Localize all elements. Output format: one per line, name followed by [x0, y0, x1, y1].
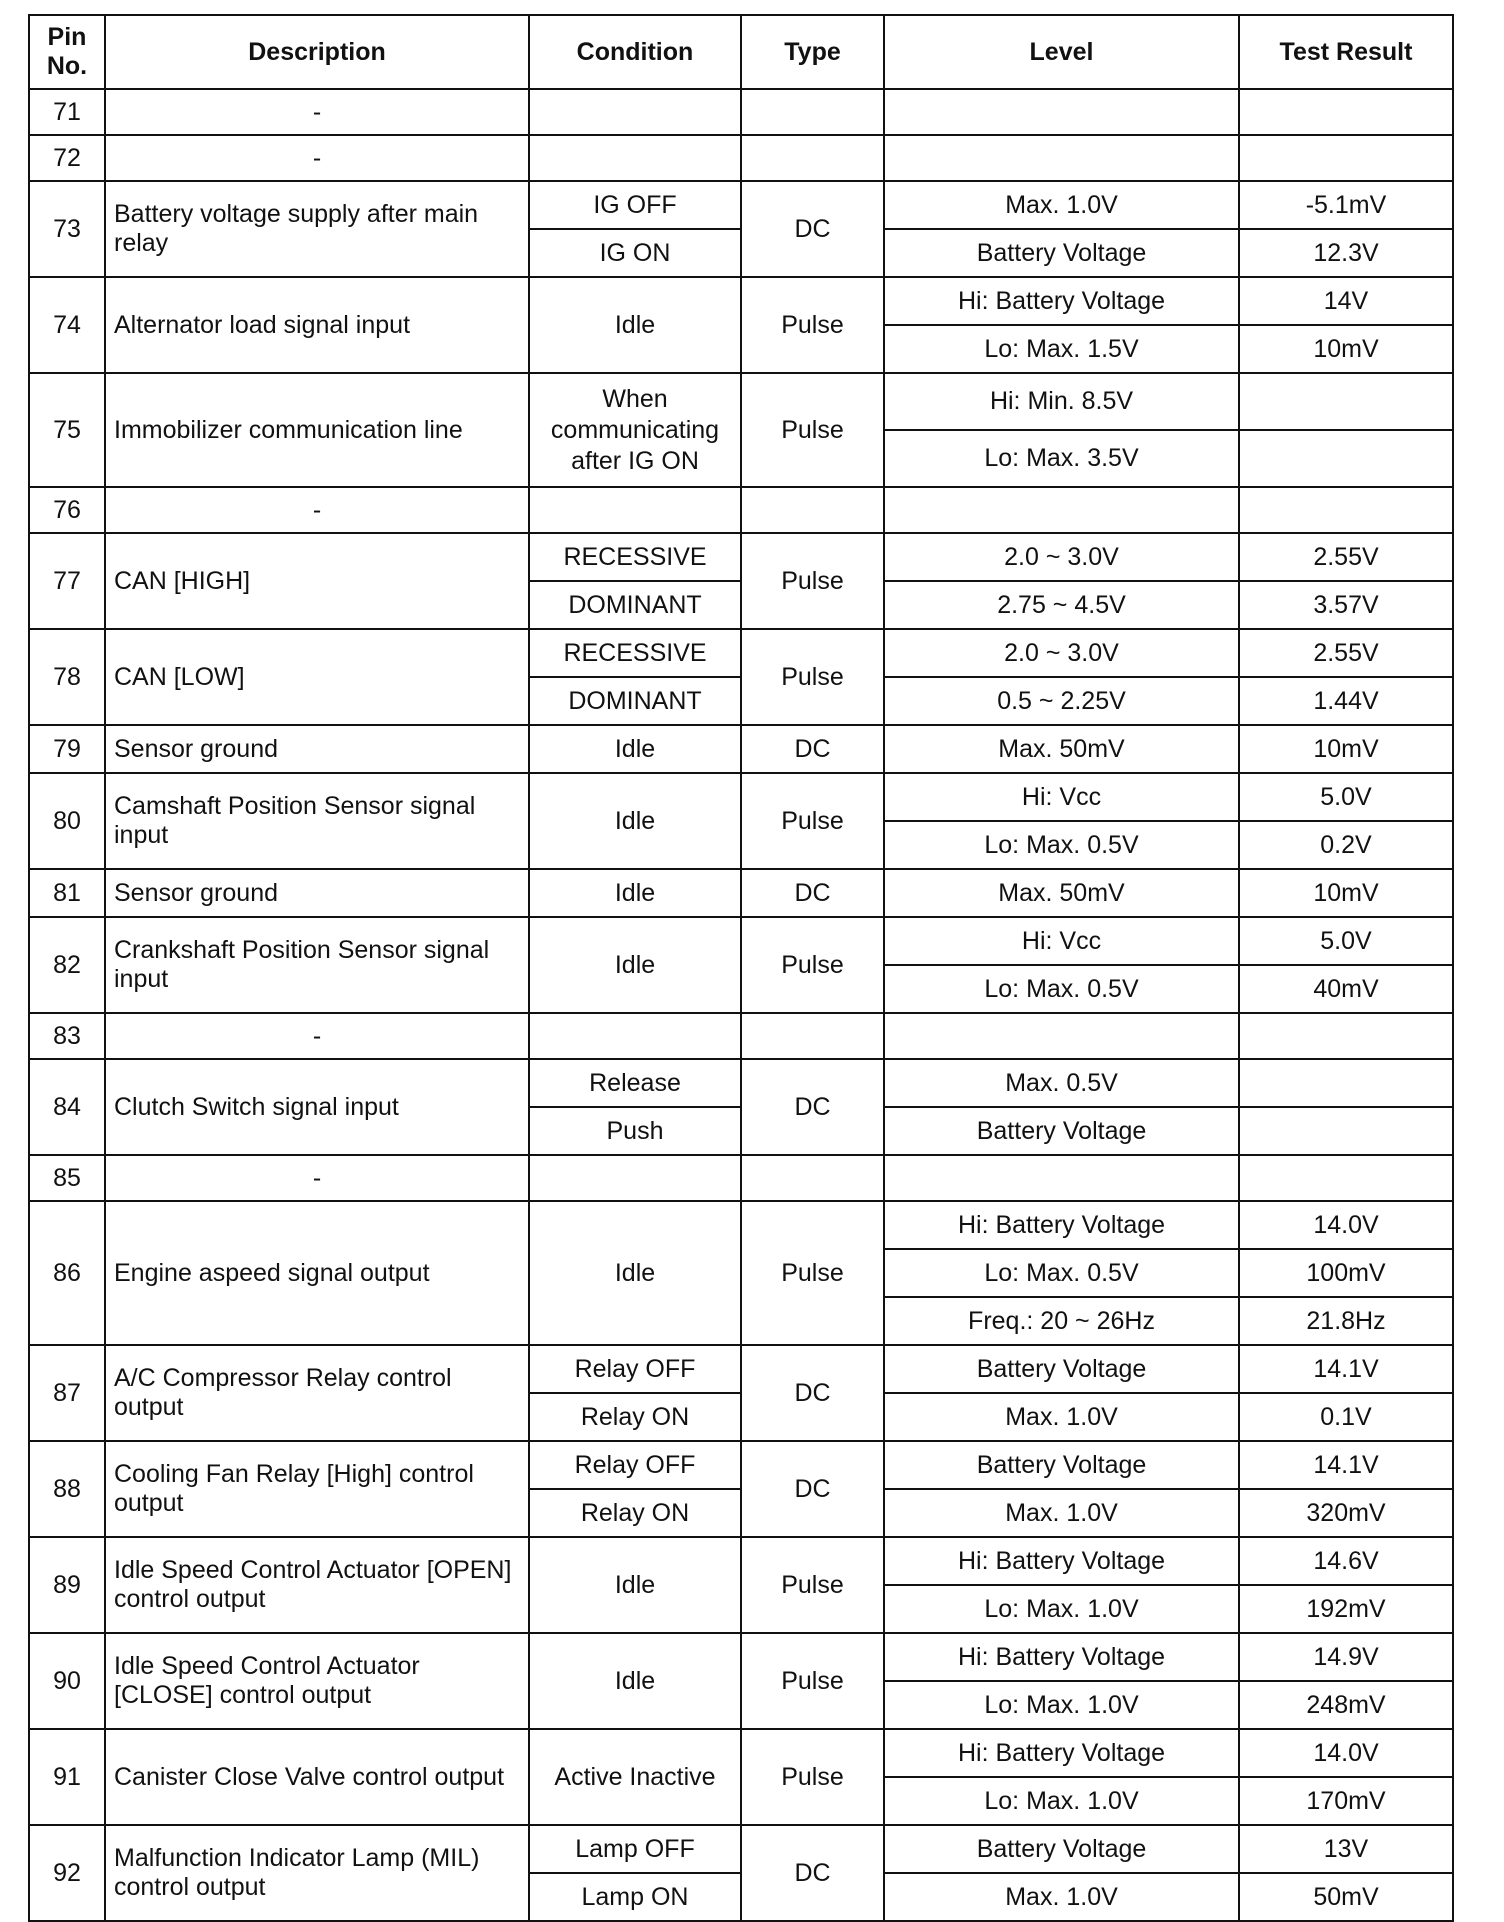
test-result: 192mV	[1239, 1585, 1453, 1633]
test-result: 0.1V	[1239, 1393, 1453, 1441]
table-row	[29, 487, 1453, 533]
test-result: 100mV	[1239, 1249, 1453, 1297]
signal-type: Pulse	[741, 1633, 884, 1729]
condition: Idle	[529, 277, 741, 373]
level-spec: Battery Voltage	[884, 1107, 1239, 1155]
test-result	[1239, 135, 1453, 181]
level-spec: Hi: Vcc	[884, 917, 1239, 965]
level-spec: Hi: Min. 8.5V	[884, 373, 1239, 430]
test-result: 21.8Hz	[1239, 1297, 1453, 1345]
condition: Idle	[529, 1633, 741, 1729]
header-condition: Condition	[529, 15, 741, 89]
table-row	[29, 1729, 1453, 1777]
test-result: 0.2V	[1239, 821, 1453, 869]
table-row	[29, 373, 1453, 430]
table-row	[29, 1825, 1453, 1873]
table-row	[29, 533, 1453, 581]
signal-type: Pulse	[741, 533, 884, 629]
level-spec: Max. 1.0V	[884, 1489, 1239, 1537]
test-result	[1239, 1013, 1453, 1059]
signal-type: Pulse	[741, 373, 884, 487]
pin-test-table	[28, 14, 1454, 1922]
condition: RECESSIVE	[529, 629, 741, 677]
test-result: 170mV	[1239, 1777, 1453, 1825]
level-spec: Hi: Battery Voltage	[884, 1729, 1239, 1777]
pin-description: Alternator load signal input	[105, 277, 529, 373]
condition: Relay ON	[529, 1489, 741, 1537]
pin-description: Sensor ground	[105, 869, 529, 917]
test-result: 10mV	[1239, 725, 1453, 773]
level-spec: 2.0 ~ 3.0V	[884, 629, 1239, 677]
pin-description: Camshaft Position Sensor signal input	[105, 773, 529, 869]
pin-description: Cooling Fan Relay [High] control output	[105, 1441, 529, 1537]
test-result: 5.0V	[1239, 773, 1453, 821]
pin-description: -	[105, 89, 529, 135]
signal-type: DC	[741, 1825, 884, 1921]
pin-number: 73	[29, 181, 105, 277]
condition: Relay OFF	[529, 1441, 741, 1489]
level-spec: Lo: Max. 1.0V	[884, 1777, 1239, 1825]
condition: Lamp OFF	[529, 1825, 741, 1873]
table-row	[29, 917, 1453, 965]
test-result: 14.6V	[1239, 1537, 1453, 1585]
pin-description: Idle Speed Control Actuator [CLOSE] control output	[105, 1633, 529, 1729]
test-result: 3.57V	[1239, 581, 1453, 629]
signal-type: Pulse	[741, 1537, 884, 1633]
signal-type	[741, 487, 884, 533]
test-result	[1239, 487, 1453, 533]
table-row	[29, 773, 1453, 821]
test-result: 50mV	[1239, 1873, 1453, 1921]
signal-type: DC	[741, 1345, 884, 1441]
test-result: 13V	[1239, 1825, 1453, 1873]
level-spec	[884, 1013, 1239, 1059]
signal-type	[741, 1013, 884, 1059]
header-row	[29, 15, 1453, 89]
level-spec: Hi: Battery Voltage	[884, 1633, 1239, 1681]
test-result: 14V	[1239, 277, 1453, 325]
level-spec: 2.0 ~ 3.0V	[884, 533, 1239, 581]
level-spec	[884, 89, 1239, 135]
pin-description: -	[105, 487, 529, 533]
level-spec: Battery Voltage	[884, 229, 1239, 277]
table-row	[29, 1059, 1453, 1107]
level-spec: Battery Voltage	[884, 1345, 1239, 1393]
condition: Idle	[529, 1537, 741, 1633]
level-spec: Lo: Max. 1.0V	[884, 1585, 1239, 1633]
test-result: 320mV	[1239, 1489, 1453, 1537]
level-spec	[884, 487, 1239, 533]
test-result: 14.1V	[1239, 1441, 1453, 1489]
level-spec: Lo: Max. 0.5V	[884, 821, 1239, 869]
test-result: 40mV	[1239, 965, 1453, 1013]
level-spec: Max. 1.0V	[884, 1393, 1239, 1441]
level-spec: 2.75 ~ 4.5V	[884, 581, 1239, 629]
table-row	[29, 1201, 1453, 1249]
level-spec: Max. 50mV	[884, 725, 1239, 773]
table-row	[29, 1441, 1453, 1489]
level-spec: Battery Voltage	[884, 1441, 1239, 1489]
pin-description: Engine aspeed signal output	[105, 1201, 529, 1345]
pin-description: Idle Speed Control Actuator [OPEN] control output	[105, 1537, 529, 1633]
test-result: -5.1mV	[1239, 181, 1453, 229]
test-result	[1239, 373, 1453, 430]
pin-description: Immobilizer communication line	[105, 373, 529, 487]
condition: IG ON	[529, 229, 741, 277]
pin-description: Malfunction Indicator Lamp (MIL) control output	[105, 1825, 529, 1921]
table-row	[29, 1013, 1453, 1059]
table-row	[29, 869, 1453, 917]
pin-number: 92	[29, 1825, 105, 1921]
level-spec: Max. 1.0V	[884, 1873, 1239, 1921]
test-result: 2.55V	[1239, 533, 1453, 581]
signal-type	[741, 1155, 884, 1201]
test-result	[1239, 1059, 1453, 1107]
table-body	[29, 89, 1453, 1921]
signal-type	[741, 89, 884, 135]
level-spec: Lo: Max. 1.5V	[884, 325, 1239, 373]
pin-number: 85	[29, 1155, 105, 1201]
level-spec	[884, 135, 1239, 181]
level-spec: Lo: Max. 0.5V	[884, 1249, 1239, 1297]
level-spec: Hi: Vcc	[884, 773, 1239, 821]
pin-number: 83	[29, 1013, 105, 1059]
condition: DOMINANT	[529, 677, 741, 725]
table-row	[29, 629, 1453, 677]
test-result: 14.9V	[1239, 1633, 1453, 1681]
condition: Idle	[529, 917, 741, 1013]
pin-number: 72	[29, 135, 105, 181]
header-test-result: Test Result	[1239, 15, 1453, 89]
signal-type: Pulse	[741, 1729, 884, 1825]
level-spec: Battery Voltage	[884, 1825, 1239, 1873]
header-pin: Pin No.	[29, 15, 105, 89]
pin-number: 75	[29, 373, 105, 487]
pin-number: 87	[29, 1345, 105, 1441]
table-row	[29, 725, 1453, 773]
pin-description: Sensor ground	[105, 725, 529, 773]
signal-type: Pulse	[741, 277, 884, 373]
level-spec: Hi: Battery Voltage	[884, 1201, 1239, 1249]
pin-number: 71	[29, 89, 105, 135]
test-result: 14.0V	[1239, 1201, 1453, 1249]
table-row	[29, 277, 1453, 325]
table-row	[29, 135, 1453, 181]
test-result	[1239, 1107, 1453, 1155]
level-spec: Max. 1.0V	[884, 181, 1239, 229]
pin-number: 78	[29, 629, 105, 725]
table-row	[29, 1155, 1453, 1201]
condition: Idle	[529, 773, 741, 869]
condition: RECESSIVE	[529, 533, 741, 581]
test-result	[1239, 430, 1453, 487]
header-type: Type	[741, 15, 884, 89]
header-level: Level	[884, 15, 1239, 89]
test-result: 248mV	[1239, 1681, 1453, 1729]
signal-type: DC	[741, 725, 884, 773]
pin-description: -	[105, 1013, 529, 1059]
pin-description: CAN [HIGH]	[105, 533, 529, 629]
test-result	[1239, 89, 1453, 135]
pin-number: 89	[29, 1537, 105, 1633]
signal-type: Pulse	[741, 773, 884, 869]
condition: IG OFF	[529, 181, 741, 229]
level-spec: Max. 50mV	[884, 869, 1239, 917]
pin-description: -	[105, 135, 529, 181]
pin-number: 84	[29, 1059, 105, 1155]
pin-number: 82	[29, 917, 105, 1013]
level-spec: Hi: Battery Voltage	[884, 1537, 1239, 1585]
condition	[529, 487, 741, 533]
test-result: 2.55V	[1239, 629, 1453, 677]
pin-description: A/C Compressor Relay control output	[105, 1345, 529, 1441]
signal-type: Pulse	[741, 917, 884, 1013]
pin-description: Crankshaft Position Sensor signal input	[105, 917, 529, 1013]
test-result: 14.0V	[1239, 1729, 1453, 1777]
pin-number: 80	[29, 773, 105, 869]
table-row	[29, 1537, 1453, 1585]
test-result: 5.0V	[1239, 917, 1453, 965]
level-spec: Lo: Max. 3.5V	[884, 430, 1239, 487]
pin-number: 76	[29, 487, 105, 533]
condition: Idle	[529, 869, 741, 917]
test-result: 12.3V	[1239, 229, 1453, 277]
test-result: 1.44V	[1239, 677, 1453, 725]
pin-description: Canister Close Valve control output	[105, 1729, 529, 1825]
test-result: 10mV	[1239, 325, 1453, 373]
header-description: Description	[105, 15, 529, 89]
signal-type: DC	[741, 1059, 884, 1155]
condition: Release	[529, 1059, 741, 1107]
level-spec: Hi: Battery Voltage	[884, 277, 1239, 325]
level-spec	[884, 1155, 1239, 1201]
condition: Idle	[529, 725, 741, 773]
pin-description: CAN [LOW]	[105, 629, 529, 725]
signal-type: Pulse	[741, 629, 884, 725]
condition	[529, 135, 741, 181]
level-spec: Max. 0.5V	[884, 1059, 1239, 1107]
condition: DOMINANT	[529, 581, 741, 629]
pin-number: 86	[29, 1201, 105, 1345]
level-spec: Freq.: 20 ~ 26Hz	[884, 1297, 1239, 1345]
condition: Relay ON	[529, 1393, 741, 1441]
condition: Active Inactive	[529, 1729, 741, 1825]
level-spec: Lo: Max. 1.0V	[884, 1681, 1239, 1729]
pin-number: 81	[29, 869, 105, 917]
table-row	[29, 1633, 1453, 1681]
pin-number: 88	[29, 1441, 105, 1537]
signal-type: DC	[741, 181, 884, 277]
pin-number: 74	[29, 277, 105, 373]
condition: When communicating after IG ON	[529, 373, 741, 487]
pin-description: -	[105, 1155, 529, 1201]
condition: Lamp ON	[529, 1873, 741, 1921]
condition	[529, 89, 741, 135]
test-result: 10mV	[1239, 869, 1453, 917]
signal-type: DC	[741, 869, 884, 917]
pin-number: 79	[29, 725, 105, 773]
signal-type	[741, 135, 884, 181]
level-spec: Lo: Max. 0.5V	[884, 965, 1239, 1013]
level-spec: 0.5 ~ 2.25V	[884, 677, 1239, 725]
table-row	[29, 89, 1453, 135]
test-result	[1239, 1155, 1453, 1201]
condition	[529, 1155, 741, 1201]
condition: Push	[529, 1107, 741, 1155]
signal-type: Pulse	[741, 1201, 884, 1345]
condition	[529, 1013, 741, 1059]
condition: Relay OFF	[529, 1345, 741, 1393]
pin-description: Battery voltage supply after main relay	[105, 181, 529, 277]
table-row	[29, 181, 1453, 229]
pin-number: 77	[29, 533, 105, 629]
pin-number: 90	[29, 1633, 105, 1729]
condition: Idle	[529, 1201, 741, 1345]
pin-number: 91	[29, 1729, 105, 1825]
pin-description: Clutch Switch signal input	[105, 1059, 529, 1155]
test-result: 14.1V	[1239, 1345, 1453, 1393]
signal-type: DC	[741, 1441, 884, 1537]
table-row	[29, 1345, 1453, 1393]
